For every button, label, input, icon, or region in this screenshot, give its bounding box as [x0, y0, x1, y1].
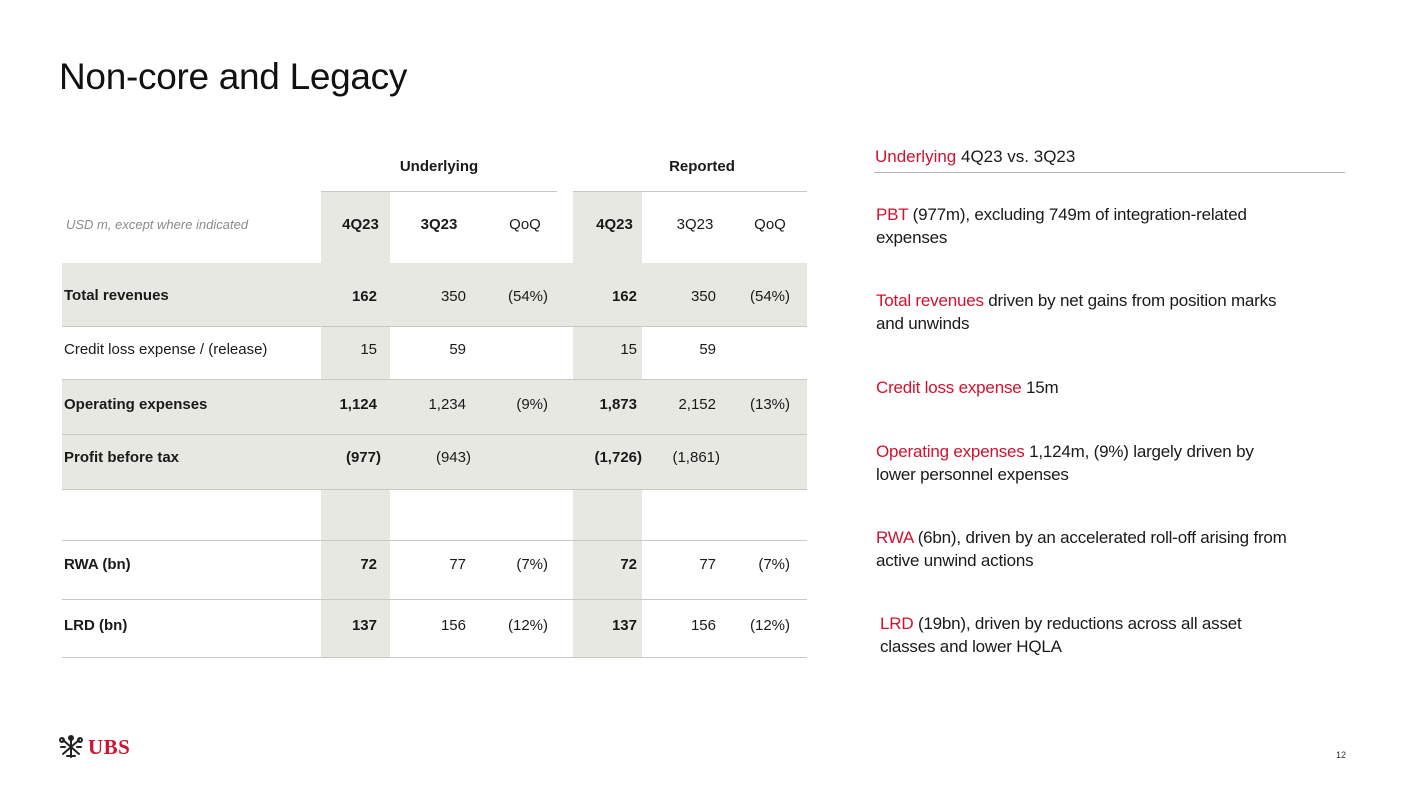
cell-lrd-u-3q23: 156 — [440, 617, 466, 634]
cell-lrd-u-qoq: (12%) — [507, 617, 548, 634]
commentary-item-red: PBT — [876, 205, 909, 224]
commentary-item-text: driven by net gains from position marks and unwinds — [876, 291, 1277, 333]
commentary-heading-rest: 4Q23 vs. 3Q23 — [956, 147, 1076, 166]
cell-total-revenues-u-qoq: (54%) — [507, 288, 548, 305]
col-header-reported-qoq: QoQ — [754, 216, 786, 233]
page-title: Non-core and Legacy — [59, 56, 408, 97]
col-header-underlying-3q23: 3Q23 — [420, 216, 458, 233]
group-rule-underlying — [321, 191, 557, 192]
row-label-credit-loss: Credit loss expense / (release) — [64, 341, 268, 358]
cell-opex-r-3q23: 2,152 — [678, 396, 716, 413]
group-header-reported: Reported — [669, 158, 735, 175]
col-header-reported-3q23: 3Q23 — [676, 216, 714, 233]
cell-opex-u-3q23: 1,234 — [428, 396, 466, 413]
ubs-logo-text: UBS — [88, 734, 131, 759]
cell-rwa-u-qoq: (7%) — [516, 556, 548, 573]
commentary-item-credit-loss — [876, 376, 1296, 399]
cell-lrd-r-qoq: (12%) — [749, 617, 790, 634]
commentary-item-red: Credit loss expense — [876, 378, 1022, 397]
cell-opex-u-qoq: (9%) — [516, 396, 548, 413]
commentary-item-red: Operating expenses — [876, 442, 1025, 461]
row-divider — [62, 379, 807, 380]
ubs-keys-icon — [58, 734, 84, 760]
cell-total-revenues-r-qoq: (54%) — [749, 288, 790, 305]
row-divider — [62, 599, 807, 600]
commentary-item-text: 1,124m, (9%) largely driven by lower personnel expenses — [876, 442, 1254, 484]
cell-opex-r-qoq: (13%) — [749, 396, 790, 413]
cell-rwa-u-4q23: 72 — [360, 556, 377, 573]
cell-total-revenues-u-3q23: 350 — [440, 288, 466, 305]
cell-lrd-u-4q23: 137 — [351, 617, 377, 634]
cell-rwa-r-3q23: 77 — [699, 556, 716, 573]
cell-pbt-r-4q23: (1,726) — [594, 449, 642, 466]
commentary-item-total-revenues — [876, 289, 1296, 335]
commentary-item-text: 15m — [1021, 378, 1059, 397]
cell-credit-loss-r-3q23: 59 — [699, 341, 716, 358]
cell-rwa-r-qoq: (7%) — [758, 556, 790, 573]
cell-pbt-u-4q23: (977) — [345, 449, 381, 466]
commentary-item-pbt — [876, 203, 1296, 249]
cell-total-revenues-r-3q23: 350 — [690, 288, 716, 305]
col-header-reported-4q23: 4Q23 — [596, 216, 633, 233]
row-divider — [62, 326, 807, 327]
row-divider — [62, 657, 807, 658]
commentary-item-red: Total revenues — [876, 291, 984, 310]
commentary-rule — [874, 172, 1345, 173]
unit-note: USD m, except where indicated — [66, 217, 249, 232]
commentary-item-text: (19bn), driven by reductions across all asset classes and lower HQLA — [880, 614, 1242, 656]
ubs-logo — [58, 734, 130, 760]
page-number: 12 — [1336, 750, 1347, 760]
cell-pbt-u-3q23: (943) — [435, 449, 471, 466]
cell-credit-loss-u-3q23: 59 — [449, 341, 466, 358]
commentary-item-text: (977m), excluding 749m of integration-related expenses — [876, 205, 1247, 247]
group-header-underlying: Underlying — [399, 158, 479, 175]
commentary-item-operating-expenses — [876, 440, 1296, 486]
col-header-underlying-4q23: 4Q23 — [342, 216, 379, 233]
cell-rwa-u-3q23: 77 — [449, 556, 466, 573]
commentary-item-lrd — [880, 612, 1280, 658]
row-divider — [62, 489, 807, 490]
commentary-item-red: RWA — [876, 528, 914, 547]
cell-pbt-r-3q23: (1,861) — [672, 449, 720, 466]
cell-total-revenues-r-4q23: 162 — [611, 288, 637, 305]
cell-lrd-r-3q23: 156 — [690, 617, 716, 634]
row-label-total-revenues: Total revenues — [64, 287, 169, 304]
commentary-item-red: LRD — [880, 614, 914, 633]
commentary-item-text: (6bn), driven by an accelerated roll-off arising from active unwind actions — [876, 528, 1287, 570]
cell-credit-loss-u-4q23: 15 — [360, 341, 377, 358]
row-label-operating-expenses: Operating expenses — [64, 396, 208, 413]
row-divider — [62, 434, 807, 435]
financial-table — [62, 0, 807, 792]
commentary-heading-red: Underlying — [875, 147, 957, 166]
row-divider — [62, 540, 807, 541]
commentary-heading — [875, 147, 1075, 167]
col-header-underlying-qoq: QoQ — [509, 216, 541, 233]
row-label-profit-before-tax: Profit before tax — [64, 449, 180, 466]
cell-total-revenues-u-4q23: 162 — [351, 288, 377, 305]
cell-lrd-r-4q23: 137 — [611, 617, 637, 634]
row-label-lrd: LRD (bn) — [64, 617, 128, 634]
commentary-item-rwa — [876, 526, 1296, 572]
cell-opex-u-4q23: 1,124 — [339, 396, 377, 413]
row-label-rwa: RWA (bn) — [64, 556, 131, 573]
cell-opex-r-4q23: 1,873 — [599, 396, 637, 413]
cell-rwa-r-4q23: 72 — [620, 556, 637, 573]
group-rule-reported — [573, 191, 807, 192]
cell-credit-loss-r-4q23: 15 — [620, 341, 637, 358]
